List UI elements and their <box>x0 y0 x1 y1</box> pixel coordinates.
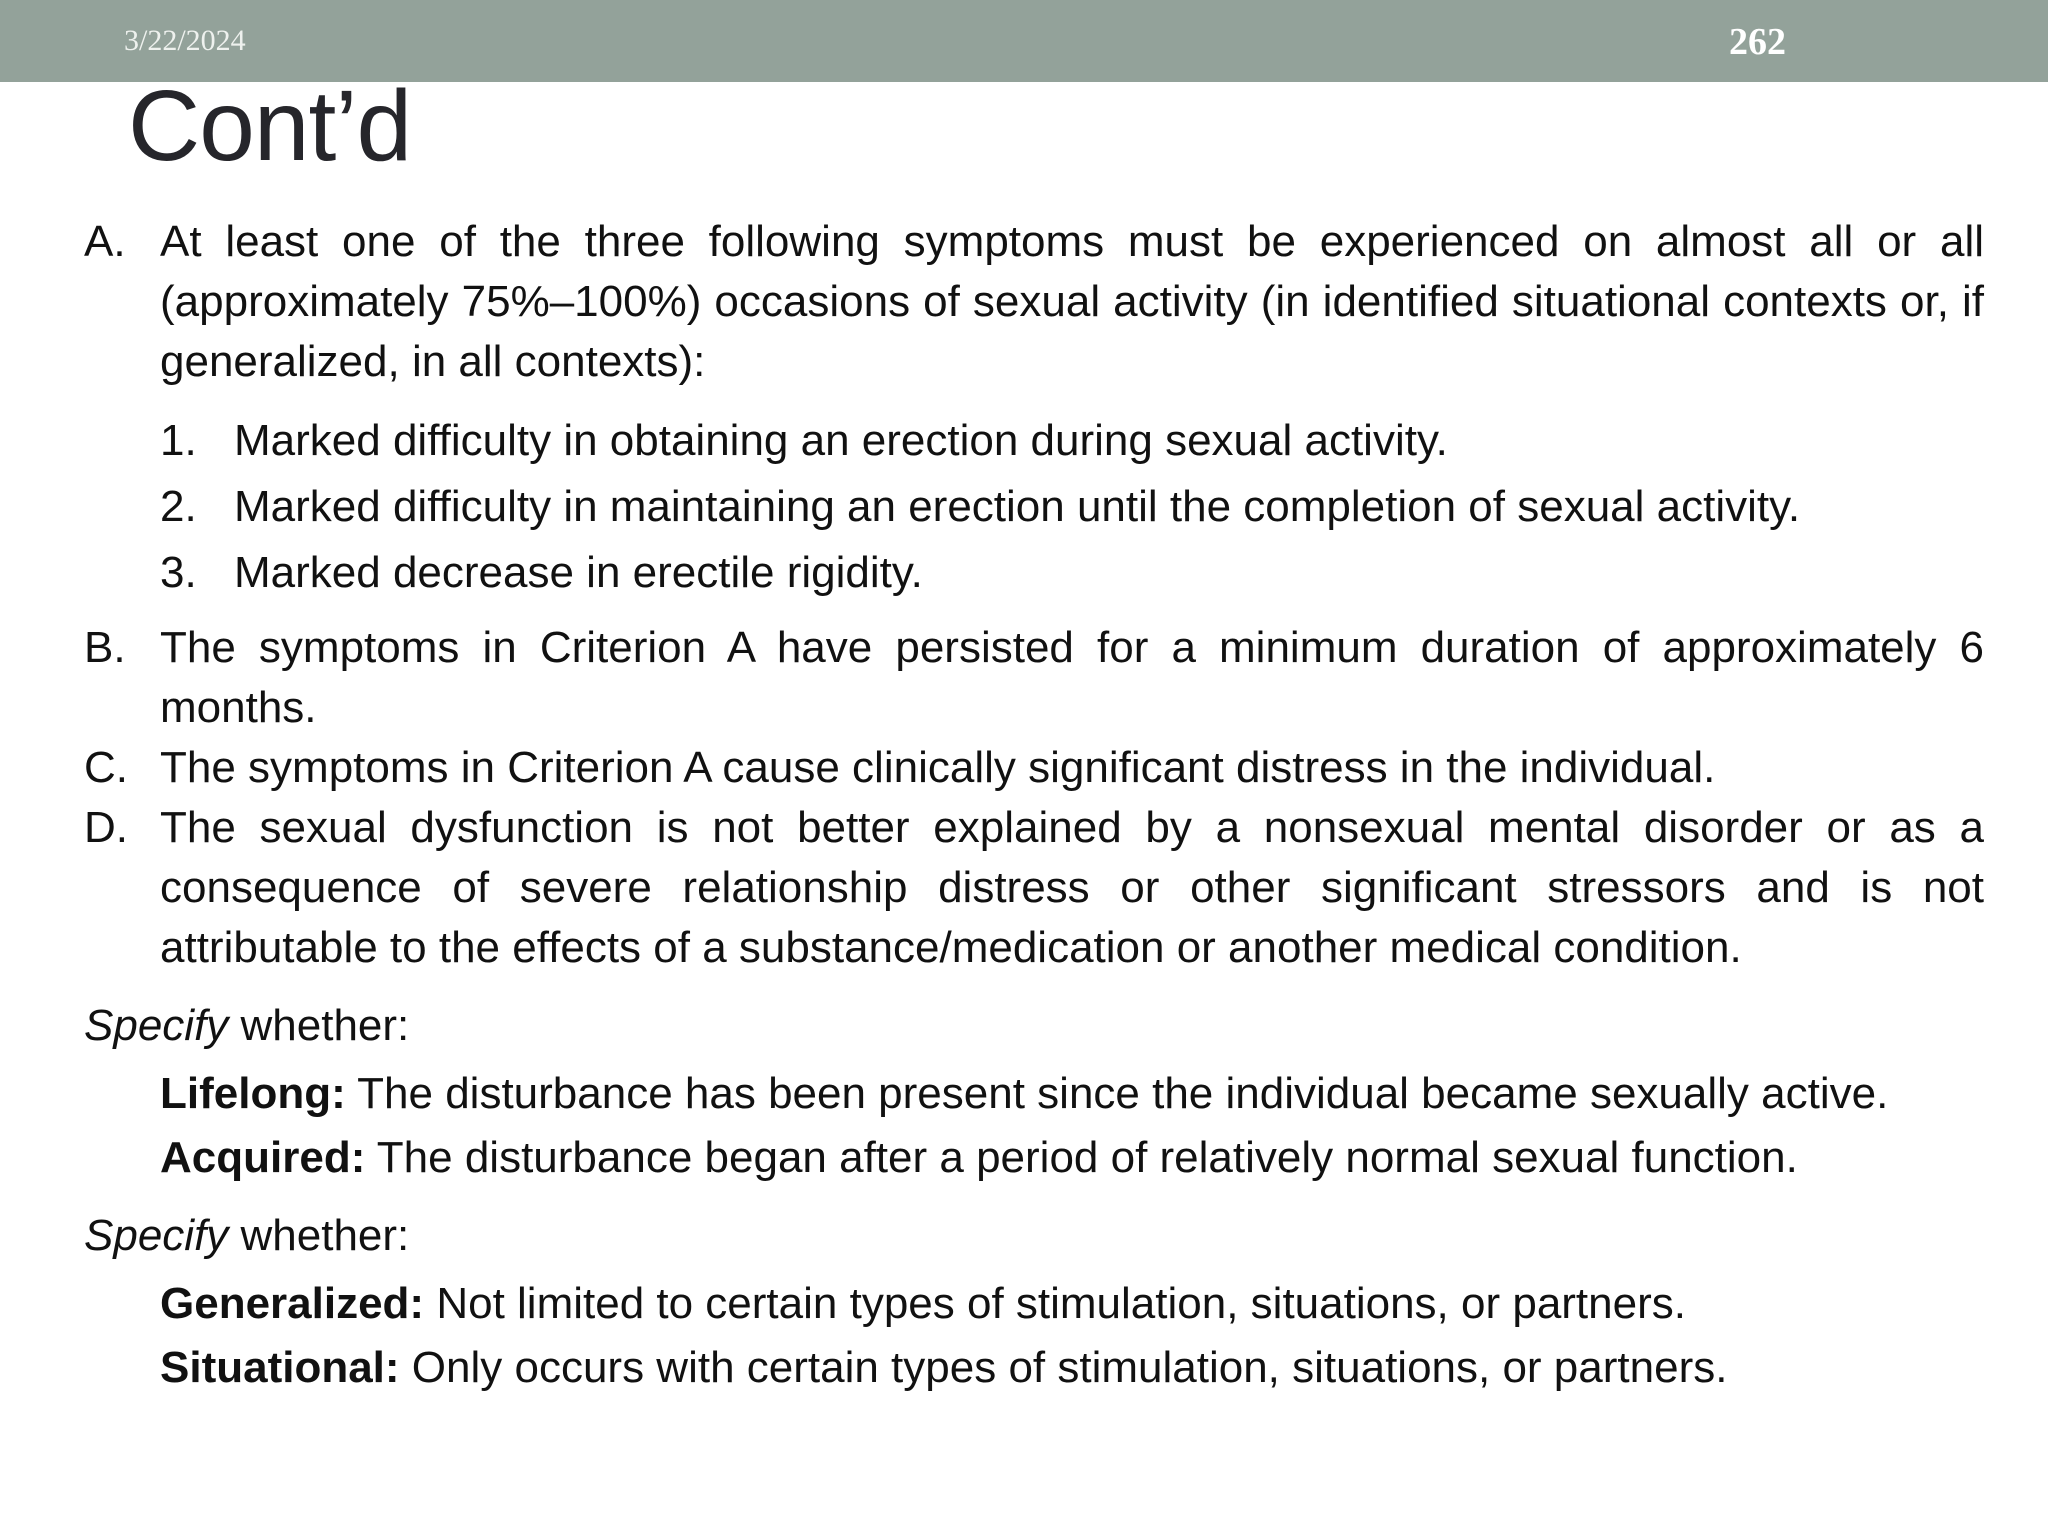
criterion-b <box>84 618 1984 738</box>
criterion-text: The sexual dysfunction is not better explained by a nonsexual mental disorder or as a consequence of severe relationship distress or other significant stressors and is not attributable to the effects of a substance/medication or another medical condition. <box>160 803 1984 972</box>
criterion-letter: B. <box>84 623 126 672</box>
criterion-d <box>84 798 1984 978</box>
specifier-generalized <box>160 1274 1984 1334</box>
slide-date: 3/22/2024 <box>124 24 246 57</box>
criterion-letter: D. <box>84 803 128 852</box>
specify-whether: whether: <box>228 1211 410 1260</box>
criterion-text: At least one of the three following symptoms must be experienced on almost all or all (approximately 75%–100%) occasions of sexual activity (in identified situational contexts or, if generalized, in all contexts): <box>160 217 1984 386</box>
criterion-text: The symptoms in Criterion A cause clinically significant distress in the individual. <box>160 743 1716 792</box>
criterion-letter: A. <box>84 217 126 266</box>
symptom-list <box>160 408 1984 606</box>
criterion-c <box>84 738 1984 798</box>
specify-heading <box>84 996 1984 1056</box>
specifier-lifelong <box>160 1064 1984 1124</box>
symptom-text: Marked difficulty in obtaining an erection during sexual activity. <box>234 416 1448 465</box>
symptom-text: Marked difficulty in maintaining an erection until the completion of sexual activity. <box>234 482 1801 531</box>
symptom-number: 3. <box>160 548 197 597</box>
specify-word: Specify <box>84 1211 229 1260</box>
specify-heading <box>84 1206 1984 1266</box>
specify-word: Specify <box>84 1001 229 1050</box>
specifier-text: Not limited to certain types of stimulation, situations, or partners. <box>424 1279 1686 1328</box>
symptom-text: Marked decrease in erectile rigidity. <box>234 548 923 597</box>
specifier-term: Generalized: <box>160 1279 425 1328</box>
symptom-item <box>160 540 1984 606</box>
slide-title: Cont’d <box>128 70 412 182</box>
slide-number: 262 <box>1729 21 1786 63</box>
specifier-term: Situational: <box>160 1343 400 1392</box>
symptom-number: 2. <box>160 482 197 531</box>
specifier-text: Only occurs with certain types of stimulation, situations, or partners. <box>399 1343 1728 1392</box>
specifier-situational <box>160 1338 1984 1398</box>
specifier-text: The disturbance has been present since the individual became sexually active. <box>345 1069 1889 1118</box>
specifier-term: Lifelong: <box>160 1069 346 1118</box>
specifier-acquired <box>160 1128 1984 1188</box>
specifier-term: Acquired: <box>160 1133 366 1182</box>
symptom-item <box>160 474 1984 540</box>
criterion-letter: C. <box>84 743 128 792</box>
symptom-item <box>160 408 1984 474</box>
criteria-body <box>84 212 1984 1402</box>
criterion-a <box>84 212 1984 392</box>
specifier-text: The disturbance began after a period of relatively normal sexual function. <box>365 1133 1798 1182</box>
criterion-text: The symptoms in Criterion A have persisted for a minimum duration of approximately 6 months. <box>160 623 1984 732</box>
specify-whether: whether: <box>228 1001 410 1050</box>
symptom-number: 1. <box>160 416 197 465</box>
